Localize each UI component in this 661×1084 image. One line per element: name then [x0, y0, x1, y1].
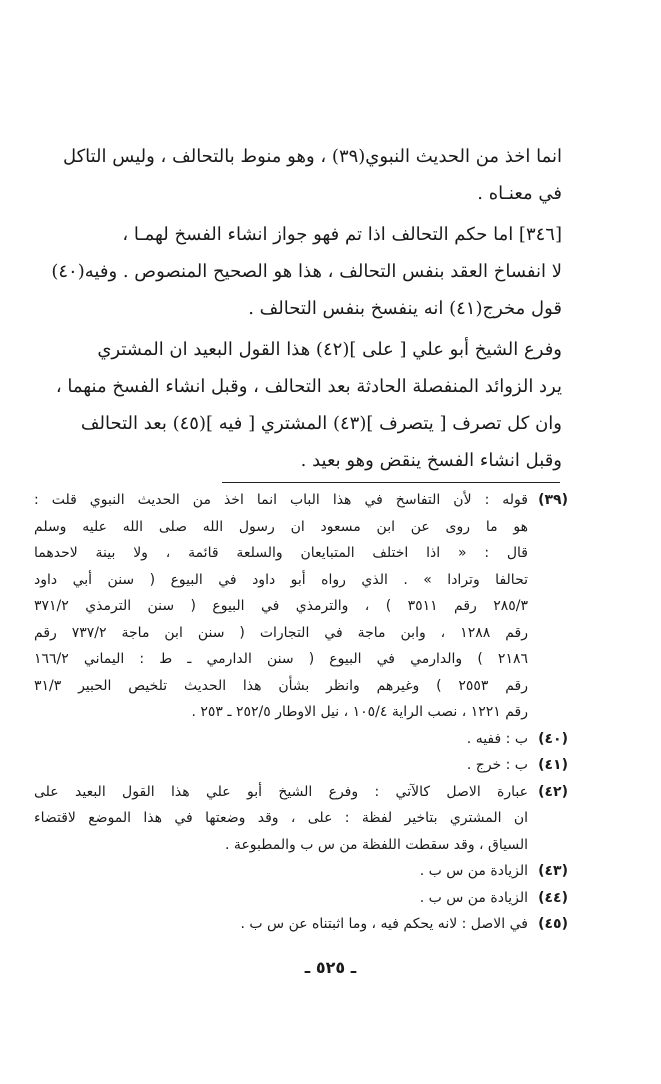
- text-line: لا انفساخ العقد بنفس التحالف ، هذا هو الصحيح المنصوص . وفيه(٤٠): [51, 261, 562, 282]
- footnote-43: (٤٣)الزيادة من س ب .: [34, 858, 568, 885]
- footnote-number: (٤٢): [538, 783, 568, 800]
- text-line: في معنـاه .: [477, 183, 562, 204]
- footnote-number: (٤١): [538, 757, 568, 773]
- footnote-42-line: (٤٢)عبارة الاصل كالآتي : وفرع الشيخ أبو علي هذا القول البعيد على: [34, 779, 568, 806]
- footnote-39-line: رقم ١٢٢١ ، نصب الراية ١٠٥/٤ ، نيل الاوطار ٢٥٢/٥ ـ ٢٥٣ .: [191, 704, 528, 720]
- footnote-45: (٤٥)في الاصل : لانه يحكم فيه ، وما اثبتناه عن س ب .: [34, 911, 568, 938]
- footnote-42-line: السياق ، وقد سقطت اللفظة من س ب والمطبوعة .: [225, 836, 528, 853]
- body-paragraph-3: [34, 331, 562, 479]
- footnote-number: (٤٤): [538, 889, 568, 906]
- footnote-39-line: رقم ٢٥٥٣ ) وغيرهم وانظر بشأن هذا الحديث تلخيص الحبير ٣١/٣: [34, 677, 528, 694]
- footnote-39-line: (٣٩)قوله : لأن التفاسخ في هذا الباب انما اخذ من الحديث النبوي قلت :: [34, 487, 568, 514]
- footnote-40: (٤٠)ب : ففيه .: [34, 726, 568, 753]
- footnote-41: (٤١)ب : خرج .: [34, 752, 568, 779]
- footnote-42-line: ان المشتري بتاخير لفظة : على ، وقد وضعتها في هذا الموضع لاقتضاء: [34, 810, 528, 826]
- body-paragraph-2: [34, 216, 562, 327]
- page-number: ـ ٥٢٥ ـ: [304, 958, 357, 977]
- footnote-number: (٤٠): [538, 730, 568, 747]
- body-paragraph-1: [34, 138, 562, 212]
- footnote-number: (٤٥): [538, 916, 568, 932]
- text-line: وان كل تصرف [ يتصرف ](٤٣) المشتري [ فيه ](٤٥) بعد التحالف: [80, 413, 562, 434]
- text-line: قول مخرج(٤١) انه ينفسخ بنفس التحالف .: [248, 298, 562, 319]
- footnote-number: (٤٣): [538, 863, 568, 879]
- footnote-39-line: قال : « اذا اختلف المتبايعان والسلعة قائمة ، ولا بينة لاحدهما: [34, 545, 528, 561]
- footnote-number: (٣٩): [538, 492, 568, 508]
- footnote-44: (٤٤)الزيادة من س ب .: [34, 885, 568, 912]
- footnotes: [34, 487, 568, 938]
- text-line: وفرع الشيخ أبو علي [ على ](٤٢) هذا القول البعيد ان المشتري: [97, 339, 562, 360]
- footnote-39-line: تحالفا وترادا » . الذي رواه أبو داود في البيوع ( سنن أبي داود: [34, 571, 528, 588]
- text-line: وقبل انشاء الفسخ ينقض وهو بعيد .: [300, 450, 562, 471]
- text-line: انما اخذ من الحديث النبوي(٣٩) ، وهو منوط بالتحالف ، وليس التاكل: [62, 146, 562, 167]
- footnote-39-line: هو ما روى عن ابن مسعود ان رسول الله صلى الله عليه وسلم: [34, 518, 528, 535]
- footnote-39-line: ٢١٨٦ ) والدارمي في البيوع ( سنن الدارمي ـ ط : اليماني ١٦٦/٢: [34, 651, 528, 667]
- text-line: يرد الزوائد المنفصلة الحادثة بعد التحالف ، وقبل انشاء الفسخ منهما ،: [55, 376, 562, 397]
- text-line: [٣٤٦] اما حكم التحالف اذا تم فهو جواز انشاء الفسخ لهمـا ،: [122, 224, 562, 245]
- footnote-39-line: ٢٨٥/٣ رقم ٣٥١١ ) ، والترمذي في البيوع ( سنن الترمذي ٣٧١/٢: [34, 598, 529, 614]
- footnote-39-line: رقم ١٢٨٨ ، وابن ماجة في التجارات ( سنن ابن ماجة ٧٣٧/٢ رقم: [34, 624, 528, 641]
- footnote-separator: [222, 482, 560, 483]
